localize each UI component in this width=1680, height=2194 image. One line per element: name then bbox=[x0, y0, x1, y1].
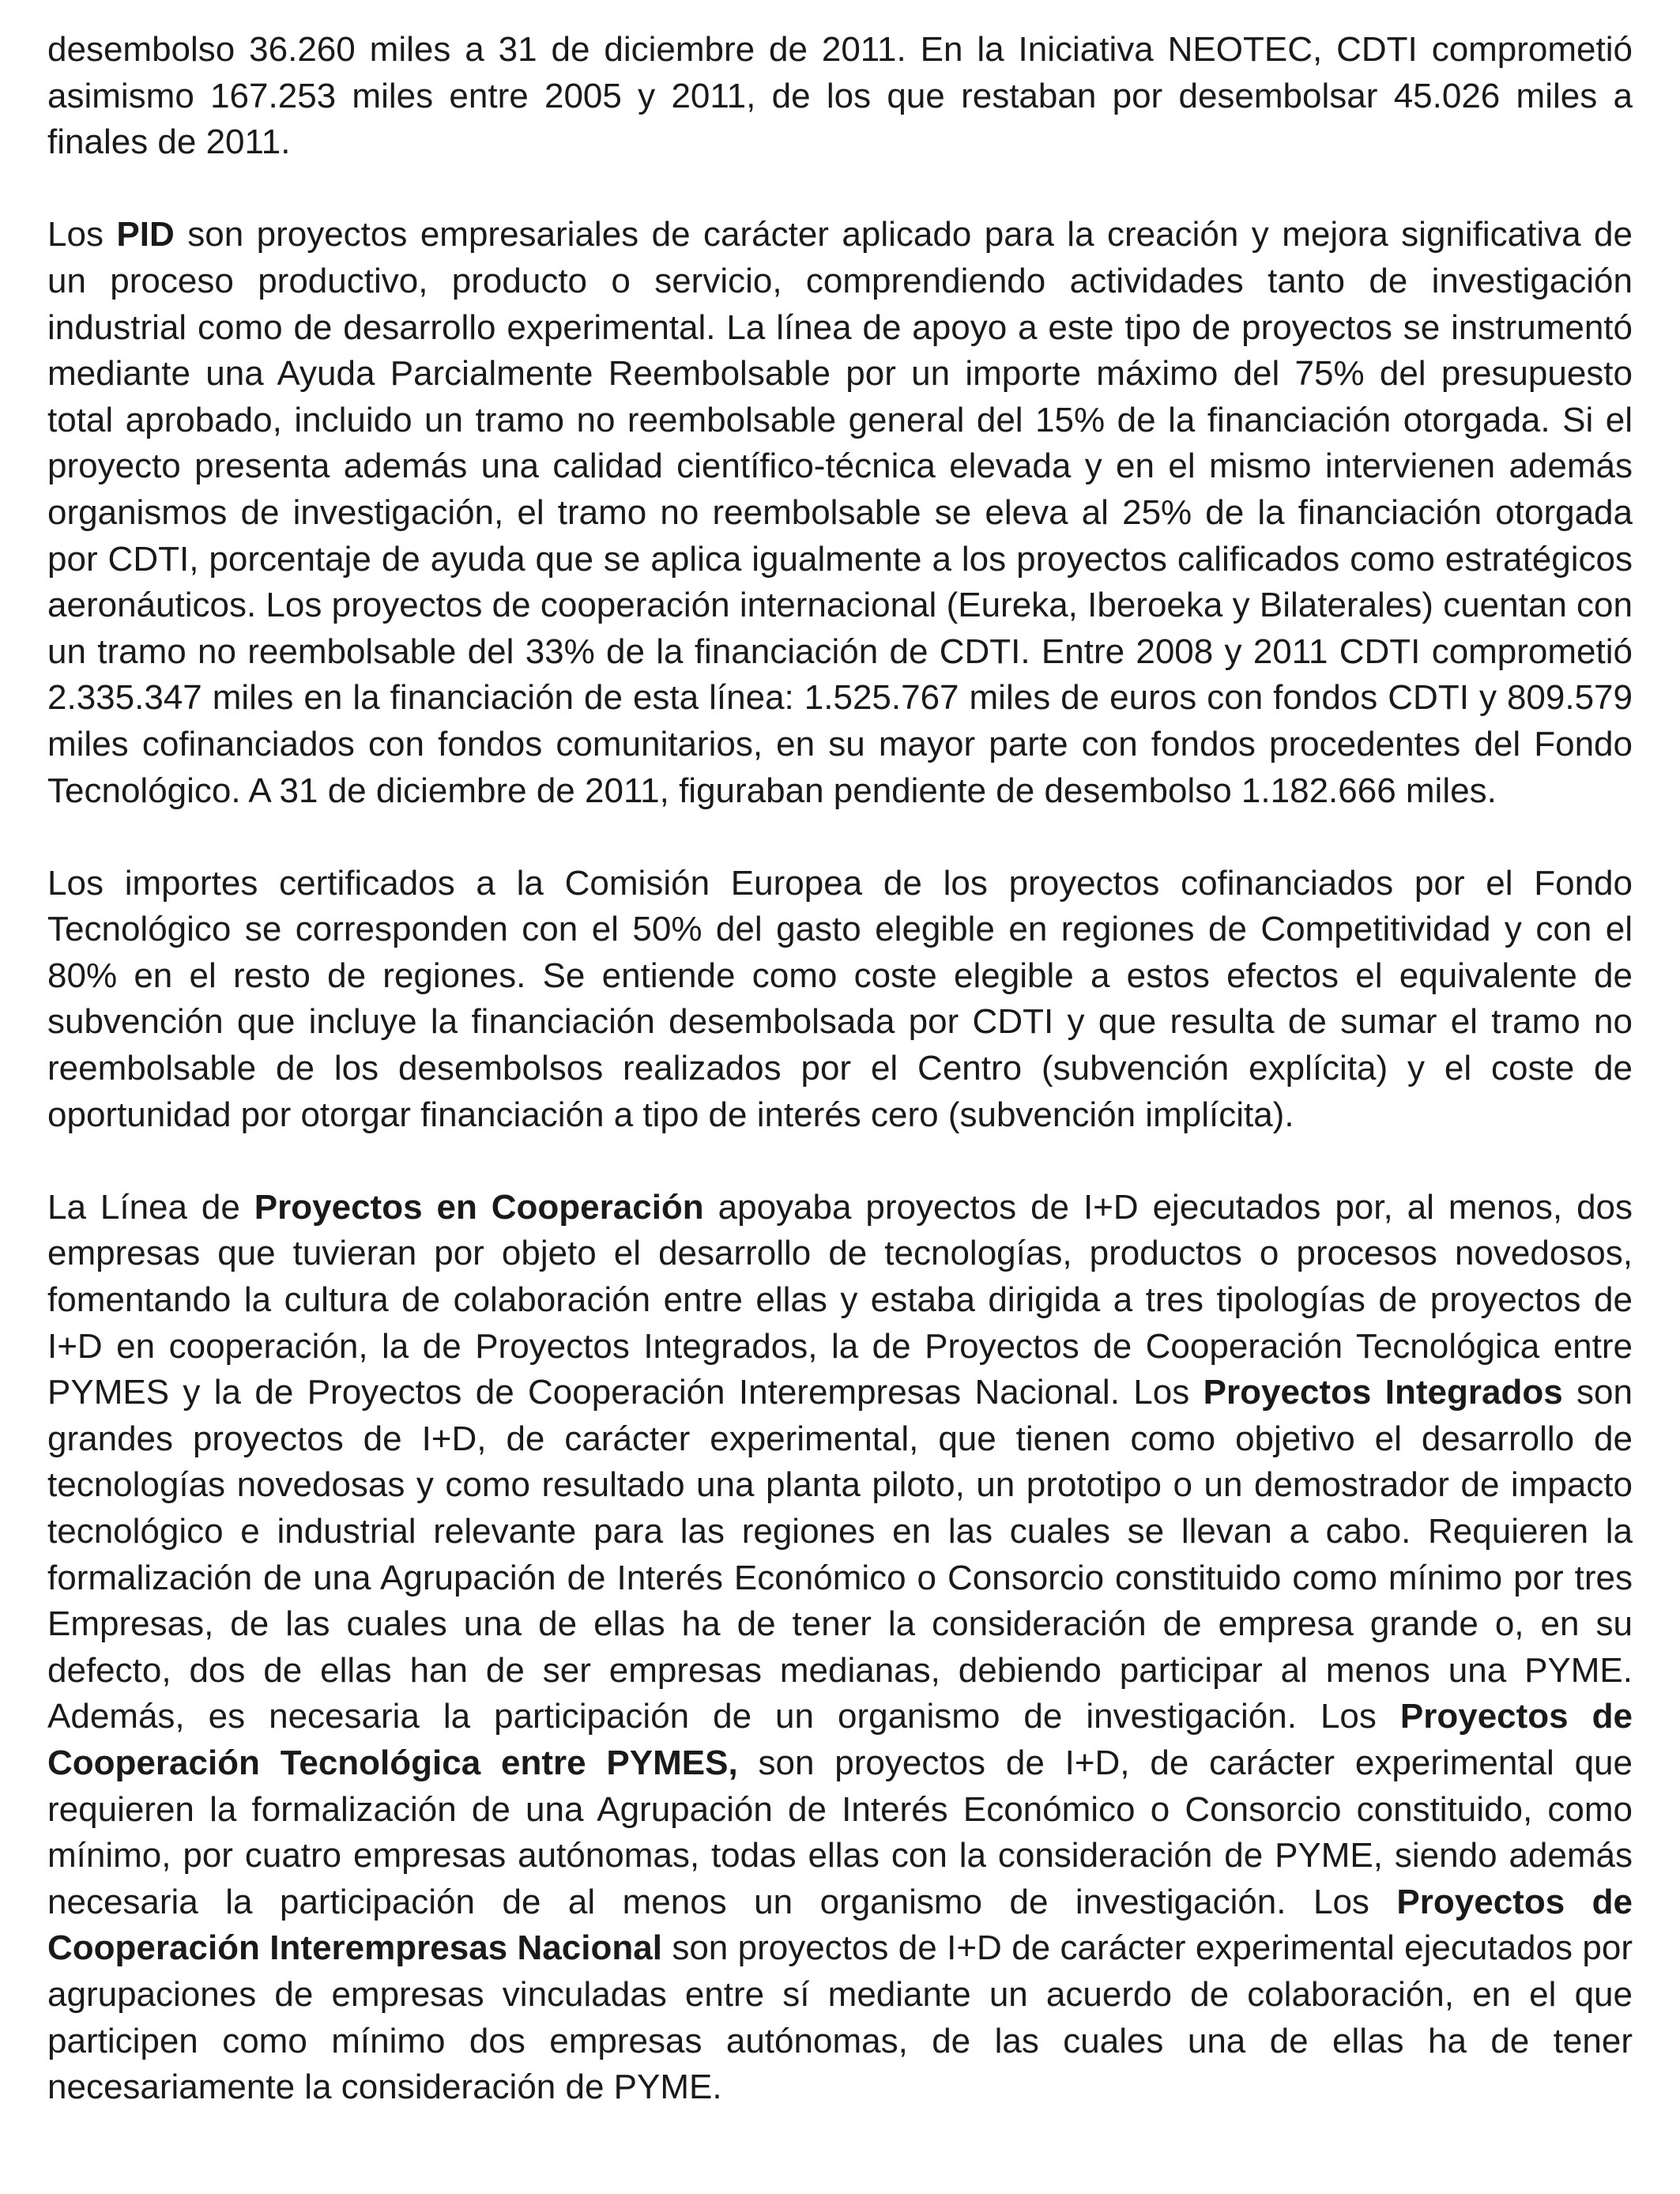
bold-term-proyectos-integrados: Proyectos Integrados bbox=[1203, 1373, 1563, 1412]
text-segment: son grandes proyectos de I+D, de carácter experimental, que tienen como objetivo el desarrollo de tecnologías novedosas y como resultado una planta piloto, un prototipo o un demostrador de impacto tecnológico e industrial relevante para las regiones en las cuales se llevan a cabo. Requieren la formalización de una Agrupación de Interés Económico o Consorcio constituido como mínimo por tres Empresas, de las cuales una de ellas ha de tener la consideración de empresa grande o, en su defecto, dos de ellas han de ser empresas medianas, debiendo participar al menos una PYME. Además, es necesaria la participación de un organismo de investigación. Los bbox=[47, 1373, 1633, 1736]
bold-term-interempresas: Proyectos de Cooperación Interempresas Nacional bbox=[47, 1882, 1633, 1968]
paragraph-certificados bbox=[47, 861, 1633, 1139]
text-segment: son proyectos empresariales de carácter aplicado para la creación y mejora significativa de un proceso productivo, producto o servicio, comprendiendo actividades tanto de investigación industrial como de desarrollo experimental. La línea de apoyo a este tipo de proyectos se instrumentó mediante una Ayuda Parcialmente Reembolsable por un importe máximo del 75% del presupuesto total aprobado, incluido un tramo no reembolsable general del 15% de la financiación otorgada. Si el proyecto presenta además una calidad científico-técnica elevada y en el mismo intervienen además organismos de investigación, el tramo no reembolsable se eleva al 25% de la financiación otorgada por CDTI, porcentaje de ayuda que se aplica igualmente a los proyectos calificados como estratégicos aeronáuticos. Los proyectos de cooperación internacional (Eureka, Iberoeka y Bilaterales) cuentan con un tramo no reembolsable del 33% de la financiación de CDTI. Entre 2008 y 2011 CDTI comprometió 2.335.347 miles en la financiación de esta línea: 1.525.767 miles de euros con fondos CDTI y 809.579 miles cofinanciados con fondos comunitarios, en su mayor parte con fondos procedentes del Fondo Tecnológico. A 31 de diciembre de 2011, figuraban pendiente de desembolso 1.182.666 miles. bbox=[47, 215, 1633, 810]
bold-term-pid: PID bbox=[116, 215, 175, 254]
bold-term-proyectos-cooperacion: Proyectos en Cooperación bbox=[254, 1187, 704, 1227]
text-segment: desembolso 36.260 miles a 31 de diciembre de 2011. En la Iniciativa NEOTEC, CDTI comprometió asimismo 167.253 miles entre 2005 y 2011, de los que restaban por desembolsar 45.026 miles a finales de 2011. bbox=[47, 30, 1633, 162]
paragraph-pid bbox=[47, 212, 1633, 814]
text-segment: Los importes certificados a la Comisión Europea de los proyectos cofinanciados por el Fondo Tecnológico se corresponden con el 50% del gasto elegible en regiones de Competitividad y con el 80% en el resto de regiones. Se entiende como coste elegible a estos efectos el equivalente de subvención que incluye la financiación desembolsada por CDTI y que resulta de sumar el tramo no reembolsable de los desembolsos realizados por el Centro (subvención explícita) y el coste de oportunidad por otorgar financiación a tipo de interés cero (subvención implícita). bbox=[47, 863, 1633, 1134]
text-segment: son proyectos de I+D de carácter experimental ejecutados por agrupaciones de empresas vinculadas entre sí mediante un acuerdo de colaboración, en el que participen como mínimo dos empresas autónomas, de las cuales una de ellas ha de tener necesariamente la consideración de PYME. bbox=[47, 1928, 1633, 2107]
text-segment: La Línea de bbox=[47, 1187, 254, 1227]
paragraph-cooperacion bbox=[47, 1185, 1633, 2111]
text-segment: son proyectos de I+D, de carácter experimental que requieren la formalización de una Agrupación de Interés Económico o Consorcio constituido, como mínimo, por cuatro empresas autónomas, todas ellas con la consideración de PYME, siendo además necesaria la participación de al menos un organismo de investigación. Los bbox=[47, 1743, 1633, 1921]
text-segment: Los bbox=[47, 215, 117, 254]
document-page bbox=[47, 27, 1633, 2111]
paragraph-neotec bbox=[47, 27, 1633, 166]
bold-term-cooperacion-pymes: Proyectos de Cooperación Tecnológica entre PYMES, bbox=[47, 1697, 1633, 1782]
text-segment: apoyaba proyectos de I+D ejecutados por, al menos, dos empresas que tuvieran por objeto el desarrollo de tecnologías, productos o procesos novedosos, fomentando la cultura de colaboración entre ellas y estaba dirigida a tres tipologías de proyectos de I+D en cooperación, la de Proyectos Integrados, la de Proyectos de Cooperación Tecnológica entre PYMES y la de Proyectos de Cooperación Interempresas Nacional. Los bbox=[47, 1187, 1633, 1412]
